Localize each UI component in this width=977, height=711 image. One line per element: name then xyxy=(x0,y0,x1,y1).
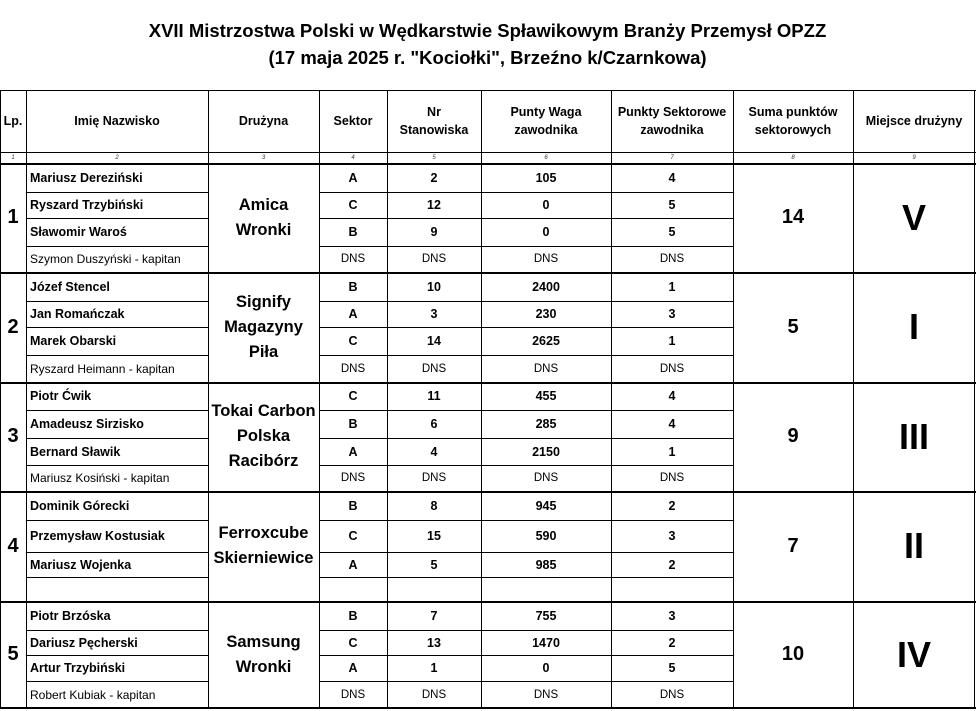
competitor-sector-points: 1 xyxy=(668,279,676,294)
group-number: 4 xyxy=(7,534,19,557)
competitor-sector-points: 4 xyxy=(668,170,676,185)
competitor-weight-points: 0 xyxy=(542,225,550,239)
competitor-name: Piotr Brzóska xyxy=(30,608,111,623)
competitor-name: Marek Obarski xyxy=(30,334,117,348)
grid-line xyxy=(0,163,976,165)
grid-line xyxy=(974,90,975,709)
competitor-weight-points: 230 xyxy=(535,307,557,321)
competitor-sector: C xyxy=(348,529,358,543)
competitor-name: Mariusz Dereziński xyxy=(30,170,143,185)
competitor-name: Artur Trzybiński xyxy=(30,661,126,675)
competitor-name: Amadeusz Sirzisko xyxy=(30,417,144,431)
competitor-station: 14 xyxy=(427,334,441,348)
team-name-text: Samsung Wronki xyxy=(226,632,301,676)
competitor-weight-points: DNS xyxy=(533,253,559,265)
competitor-sector: DNS xyxy=(340,253,366,265)
header-sector: Sektor xyxy=(333,114,373,128)
competitor-station: 13 xyxy=(427,635,441,650)
competitor-name: Jan Romańczak xyxy=(30,307,125,321)
group-number: 2 xyxy=(7,315,19,338)
grid-line xyxy=(26,327,209,328)
competitor-name: Przemysław Kostusiak xyxy=(30,529,165,543)
competitor-station: 10 xyxy=(427,279,441,294)
grid-line xyxy=(0,90,976,91)
grid-line xyxy=(319,218,734,219)
grid-line xyxy=(208,90,209,709)
competitor-weight-points: DNS xyxy=(533,472,559,484)
grid-line xyxy=(26,355,209,356)
team-name-text: Amica Wronki xyxy=(235,195,292,239)
competitor-sector: C xyxy=(348,198,358,212)
grid-line xyxy=(26,192,209,193)
competitor-name: Józef Stencel xyxy=(30,279,110,294)
competitor-station: 8 xyxy=(430,498,438,513)
team-name xyxy=(208,382,319,491)
header-sum: Suma punktów sektorowych xyxy=(748,105,838,137)
grid-line xyxy=(0,491,976,493)
team-place: IV xyxy=(896,633,931,675)
column-index: 5 xyxy=(432,154,436,161)
grid-line xyxy=(319,90,320,709)
competitor-weight-points: 2150 xyxy=(532,444,560,459)
column-index: 7 xyxy=(670,154,674,161)
competitor-station: 1 xyxy=(430,661,438,675)
competitor-name: Ryszard Heimann - kapitan xyxy=(30,361,175,376)
grid-line xyxy=(319,301,734,302)
sector-points-sum: 14 xyxy=(781,206,805,228)
competitor-station: 9 xyxy=(430,225,438,239)
column-index: 2 xyxy=(115,154,119,161)
header-lp: Lp. xyxy=(3,114,23,128)
grid-line xyxy=(26,246,209,247)
competitor-station: 11 xyxy=(427,389,441,403)
competitor-sector: A xyxy=(348,307,358,321)
competitor-sector: A xyxy=(348,661,358,675)
grid-line xyxy=(26,438,209,439)
competitor-station: 7 xyxy=(430,608,438,623)
competitor-sector: DNS xyxy=(340,688,366,701)
competitor-sector xyxy=(319,577,387,601)
header-sector-points: Punkty Sektorowe zawodnika xyxy=(617,105,727,137)
competitor-sector-points: 2 xyxy=(668,557,676,572)
grid-line xyxy=(319,520,734,521)
column-index: 4 xyxy=(351,154,355,161)
header-station: Nr Stanowiska xyxy=(399,105,469,137)
competitor-name: Ryszard Trzybiński xyxy=(30,198,144,212)
competitor-sector-points: 1 xyxy=(668,334,676,348)
competitor-sector: B xyxy=(348,417,358,431)
competitor-weight-points: DNS xyxy=(533,688,559,701)
competitor-name: Mariusz Wojenka xyxy=(30,557,132,572)
grid-line xyxy=(26,90,27,709)
group-number: 1 xyxy=(7,206,19,228)
competitor-station: DNS xyxy=(421,362,447,375)
team-place: V xyxy=(901,196,926,238)
team-name-text: Tokai Carbon Polska Racibórz xyxy=(211,402,316,470)
competitor-name: Szymon Duszyński - kapitan xyxy=(30,252,181,266)
competitor-weight-points: 985 xyxy=(535,557,557,572)
competitor-weight-points: 945 xyxy=(535,498,557,513)
competitor-name xyxy=(26,577,208,601)
group-number: 5 xyxy=(7,643,19,665)
grid-line xyxy=(611,90,612,709)
header-name: Imię Nazwisko xyxy=(74,114,160,128)
competitor-sector-points: DNS xyxy=(659,472,685,484)
competitor-name: Dariusz Pęcherski xyxy=(30,635,138,650)
team-name xyxy=(208,491,319,601)
results-table xyxy=(0,90,976,710)
competitor-sector-points: 1 xyxy=(668,444,676,459)
grid-line xyxy=(0,601,976,603)
competitor-station: 3 xyxy=(430,307,438,321)
team-name xyxy=(208,272,319,382)
grid-line xyxy=(26,301,209,302)
grid-line xyxy=(853,90,854,709)
team-name-text: Signify Magazyny Piła xyxy=(224,292,303,361)
grid-line xyxy=(26,630,209,631)
competitor-sector: A xyxy=(348,557,358,572)
grid-line xyxy=(319,465,734,466)
competitor-weight-points: 2625 xyxy=(532,334,560,348)
competitor-weight-points xyxy=(481,577,611,601)
grid-line xyxy=(319,355,734,356)
competitor-sector: DNS xyxy=(340,362,366,375)
grid-line xyxy=(0,272,976,274)
page-subtitle: (17 maja 2025 r. "Kociołki", Brzeźno k/Czarnkowa) xyxy=(268,47,707,68)
competitor-name: Bernard Sławik xyxy=(30,444,121,459)
competitor-name: Dominik Górecki xyxy=(30,498,130,513)
competitor-station: 12 xyxy=(427,198,441,212)
grid-line xyxy=(319,630,734,631)
competitor-sector: A xyxy=(348,444,358,459)
grid-line xyxy=(0,90,1,709)
competitor-sector-points: 5 xyxy=(668,225,676,239)
competitor-weight-points: 285 xyxy=(535,417,557,431)
grid-line xyxy=(387,90,388,709)
competitor-sector: B xyxy=(348,225,358,239)
competitor-station: DNS xyxy=(421,253,447,265)
sector-points-sum: 9 xyxy=(787,425,799,447)
competitor-sector-points: 2 xyxy=(668,635,676,650)
competitor-sector: C xyxy=(348,334,358,348)
competitor-sector: C xyxy=(348,389,358,403)
grid-line xyxy=(26,465,209,466)
competitor-sector: DNS xyxy=(340,472,366,484)
team-name-text: Ferroxcube Skierniewice xyxy=(213,524,314,567)
competitor-station: DNS xyxy=(421,472,447,484)
column-index: 1 xyxy=(11,154,15,161)
sector-points-sum: 10 xyxy=(781,643,805,665)
competitor-sector-points: DNS xyxy=(659,253,685,265)
header-team: Drużyna xyxy=(238,114,289,128)
competitor-weight-points: 0 xyxy=(542,198,550,212)
header-place: Miejsce drużyny xyxy=(865,114,963,128)
grid-line xyxy=(319,410,734,411)
competitor-station: 4 xyxy=(430,444,438,459)
sector-points-sum: 7 xyxy=(787,534,799,557)
grid-line xyxy=(319,246,734,247)
competitor-name: Sławomir Waroś xyxy=(30,225,127,239)
grid-line xyxy=(319,438,734,439)
competitor-station: 2 xyxy=(430,170,438,185)
column-index: 8 xyxy=(791,154,795,161)
competitor-sector-points: 3 xyxy=(668,307,676,321)
competitor-weight-points: 105 xyxy=(535,170,557,185)
competitor-weight-points: 0 xyxy=(542,661,550,675)
competitor-weight-points: DNS xyxy=(533,362,559,375)
column-index: 3 xyxy=(261,154,266,161)
competitor-name: Robert Kubiak - kapitan xyxy=(30,687,156,702)
competitor-sector-points: 2 xyxy=(668,498,676,513)
grid-line xyxy=(319,681,734,682)
team-name xyxy=(208,601,319,708)
competitor-sector-points: 5 xyxy=(668,198,676,212)
competitor-name: Piotr Ćwik xyxy=(30,389,92,403)
competitor-name: Mariusz Kosiński - kapitan xyxy=(30,471,170,485)
sector-points-sum: 5 xyxy=(787,315,799,338)
grid-line xyxy=(319,655,734,656)
competitor-sector-points: DNS xyxy=(659,362,685,375)
competitor-weight-points: 590 xyxy=(535,529,557,543)
grid-line xyxy=(733,90,734,709)
column-index: 9 xyxy=(912,154,916,161)
grid-line xyxy=(0,152,976,153)
team-place: II xyxy=(903,525,924,566)
competitor-station xyxy=(387,577,481,601)
header-weight: Punty Waga zawodnika xyxy=(510,105,582,137)
competitor-weight-points: 1470 xyxy=(532,635,560,650)
team-name xyxy=(208,163,319,272)
competitor-station: 15 xyxy=(427,529,441,543)
page-title: XVII Mistrzostwa Polski w Wędkarstwie Spławikowym Branży Przemysł OPZZ xyxy=(148,20,827,41)
competitor-station: DNS xyxy=(421,688,447,701)
competitor-sector: C xyxy=(348,635,358,650)
competitor-sector: B xyxy=(348,498,358,513)
grid-line xyxy=(26,552,209,553)
competitor-station: 6 xyxy=(430,417,438,431)
competitor-station: 5 xyxy=(430,557,438,572)
competitor-weight-points: 455 xyxy=(535,389,557,403)
grid-line xyxy=(26,681,209,682)
grid-line xyxy=(319,577,734,578)
competitor-weight-points: 755 xyxy=(535,608,557,623)
competitor-sector-points: DNS xyxy=(659,688,685,701)
grid-line xyxy=(26,410,209,411)
competitor-sector-points: 4 xyxy=(668,417,676,431)
grid-line xyxy=(481,90,482,709)
grid-line xyxy=(26,577,209,578)
competitor-weight-points: 2400 xyxy=(532,279,560,294)
competitor-sector-points: 3 xyxy=(668,608,676,623)
grid-line xyxy=(319,552,734,553)
competitor-sector-points: 4 xyxy=(668,389,676,403)
competitor-sector-points: 3 xyxy=(668,529,676,543)
grid-line xyxy=(26,218,209,219)
competitor-sector-points xyxy=(611,577,733,601)
team-place: III xyxy=(898,415,929,457)
grid-line xyxy=(26,520,209,521)
competitor-sector: A xyxy=(348,170,358,185)
grid-line xyxy=(26,655,209,656)
grid-line xyxy=(319,192,734,193)
team-place: I xyxy=(908,306,919,347)
competitor-sector: B xyxy=(348,279,358,294)
column-index: 6 xyxy=(544,154,548,161)
grid-line xyxy=(319,327,734,328)
competitor-sector-points: 5 xyxy=(668,661,676,675)
grid-line xyxy=(0,707,976,709)
grid-line xyxy=(0,382,976,384)
group-number: 3 xyxy=(7,425,19,447)
competitor-sector: B xyxy=(348,608,358,623)
